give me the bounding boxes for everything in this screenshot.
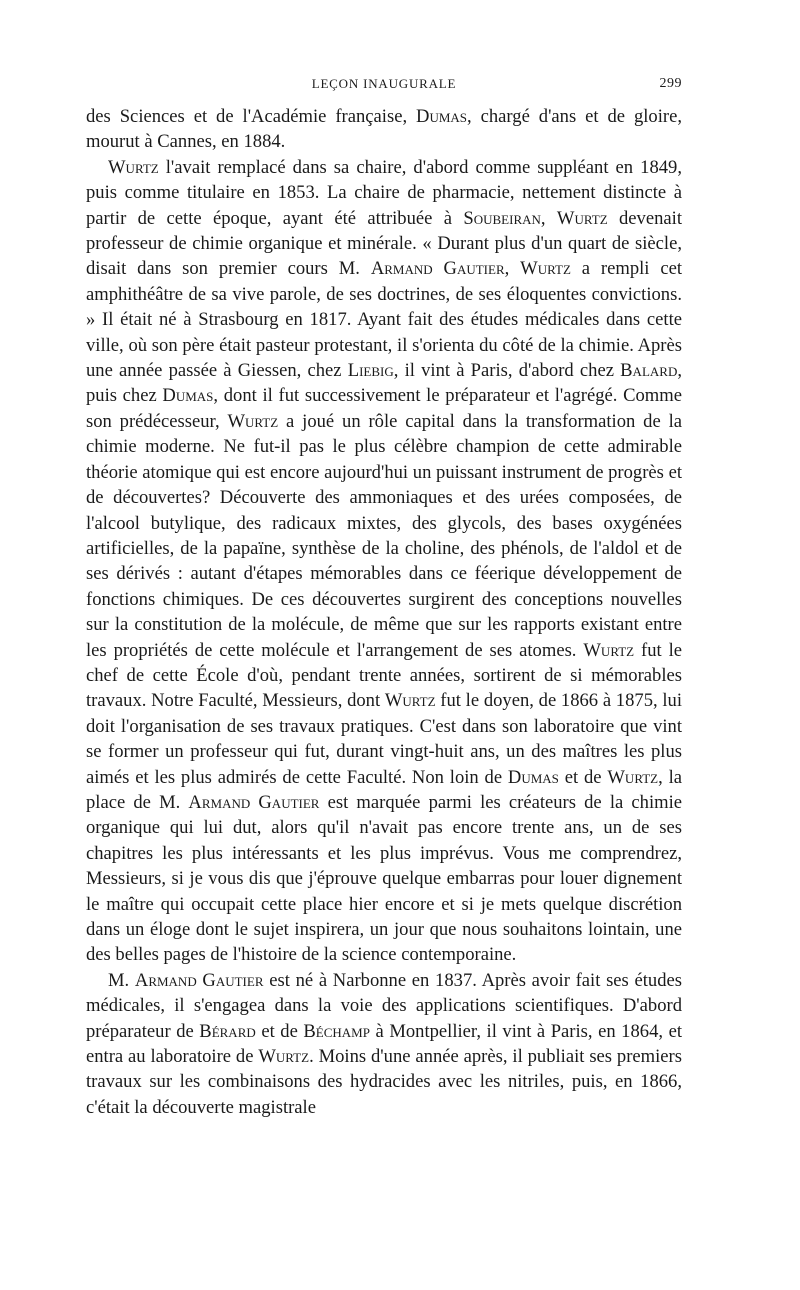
person-name: Wurtz (227, 410, 279, 432)
running-title: LEÇON INAUGURALE (311, 76, 457, 91)
person-name: Wurtz (108, 156, 159, 178)
text-run: et de (558, 766, 608, 788)
text-run: des Sciences et de l'Académie française, (86, 106, 417, 127)
text-run: l'avait remplacé dans sa chaire, d'abord comme suppléant en 1849, puis comme titulaire en 1853. La chaire de pharmacie, nettement distincte à partir de cette époque, ayant été attribuée à (86, 156, 682, 229)
person-name: Armand Gautier (370, 258, 505, 280)
person-name: Soubeiran (463, 207, 541, 229)
person-name: Balard (620, 360, 678, 382)
text-run: et de (255, 1020, 304, 1042)
person-name: Dumas (507, 766, 559, 788)
paragraph-wurtz (86, 155, 682, 968)
text-run: . Moins d'une année après, il publiait ses premiers travaux sur les combinaisons des hydracides avec les nitriles, puis, en 1866, c'était la découverte magistrale (86, 1046, 682, 1118)
text-run: M. (108, 969, 135, 991)
book-page (86, 70, 682, 1120)
paragraph-continuation (86, 104, 682, 155)
text-run: , dont il fut successivement le préparateur et l'agrégé. Comme son prédécesseur, (86, 385, 682, 432)
person-name: Wurtz (583, 639, 635, 661)
text-run: a rempli cet amphithéâtre de sa vive parole, de ses doctrines, de ses éloquentes convictions. » Il était né à Strasbourg en 1817. Ayant fait des études médicales dans cette ville, où son père était pasteur protestant, il s'orienta du côté de la chimie. Après une année passée à Giessen, chez (86, 258, 683, 382)
text-run: fut le chef de cette École d'où, pendant trente années, sortirent de si mémorables travaux. Notre Faculté, Messieurs, dont (86, 639, 682, 712)
person-name: Liebig (347, 360, 394, 382)
running-head (86, 70, 682, 100)
person-name: Wurtz (520, 258, 571, 280)
person-name: Bérard (199, 1020, 256, 1042)
paragraph-armand-gautier (86, 968, 682, 1120)
text-run: , chargé d'ans et de gloire, mourut à Cannes, en 1884. (86, 106, 682, 153)
person-name: Wurtz (556, 207, 608, 229)
page-number: 299 (659, 76, 682, 91)
text-run: à Montpellier, il vint à Paris, en 1864, et entra au laboratoire de (86, 1020, 682, 1068)
text-run: devenait professeur de chimie organique et minérale. « Durant plus d'un quart de siècle, disait dans son premier cours M. (86, 207, 682, 280)
person-name: Wurtz (258, 1046, 310, 1068)
person-name: Armand Gautier (188, 791, 320, 813)
text-run: fut le doyen, de 1866 à 1875, lui doit l'organisation de ses travaux pratiques. C'est dans son laboratoire que vint se former un professeur qui fut, durant vingt-huit ans, un des maîtres les plus aimés et les plus admirés de cette Faculté. Non loin de (86, 690, 682, 788)
text-run: est marquée parmi les créateurs de la chimie organique qui lui dut, alors qu'il n'avait pas encore trente ans, un de ses chapitres les plus intéressants et les plus imprévus. Vous me comprendrez, Messieurs, si je vous dis que j'éprouve quelque embarras pour louer dignement le maître qui occupait cette place hier encore et si je mets quelque discrétion dans un éloge dont le sujet inspirera, un jour que nous souhaitons lointain, une des belles pages de l'histoire de la science contemporaine. (86, 791, 682, 966)
person-name: Armand Gautier (134, 969, 264, 991)
text-run: , (540, 207, 557, 229)
text-run: a joué un rôle capital dans la transformation de la chimie moderne. Ne fut-il pas le plus célèbre champion de cette admirable théorie atomique qui est encore aujourd'hui un puissant instrument de progrès et de découvertes? Découverte des ammoniaques et des urées composées, de l'alcool butylique, des radicaux mixtes, des glycols, des bases oxygénées artificielles, de la papaïne, synthèse de la choline, des phénols, de l'aldol et de ses dérivés : autant d'étapes mémorables dans ce féerique développement de fonctions chimiques. De ces découvertes surgirent des conceptions nouvelles sur la constitution de la molécule, de même que sur les rapports existant entre les propriétés de cette molécule et l'arrangement de ses atomes. (86, 410, 682, 661)
text-run: , la place de M. (86, 766, 682, 813)
text-run: , il vint à Paris, d'abord chez (393, 360, 621, 382)
text-run: , puis chez (86, 360, 682, 407)
person-name: Wurtz (607, 766, 659, 788)
person-name: Béchamp (303, 1020, 370, 1042)
person-name: Wurtz (384, 690, 436, 712)
body-text (86, 104, 682, 1120)
person-name: Dumas (162, 385, 214, 407)
text-run: , (504, 258, 521, 280)
text-run: est né à Narbonne en 1837. Après avoir fait ses études médicales, il s'engagea dans la voie des applications scientifiques. D'abord préparateur de (86, 969, 682, 1042)
person-name: Dumas (416, 106, 468, 127)
